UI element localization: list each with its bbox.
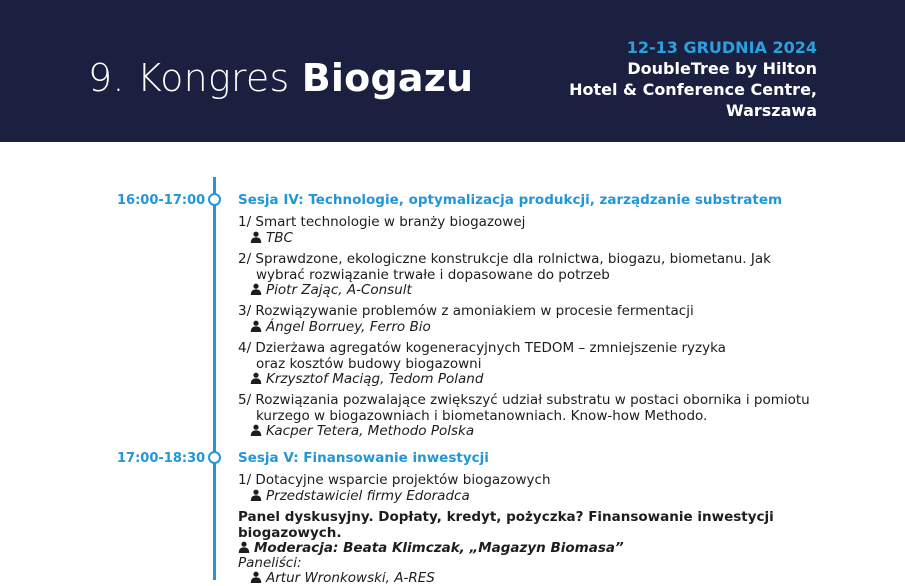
session-title: Sesja IV: Technologie, optymalizacja produkcji, zarządzanie substratem — [238, 192, 783, 208]
talk-title: 1/ Smart technologie w branży biogazowej — [238, 214, 526, 230]
speaker-name: TBC — [266, 230, 293, 246]
talk-title-line2: kurzego w biogazowniach i biometanowniach. Know-how Methodo. — [256, 408, 708, 424]
panel-title-line2: biogazowych. — [238, 525, 342, 541]
timeline-line — [213, 177, 216, 580]
person-icon — [250, 372, 262, 384]
talk-title: 1/ Dotacyjne wsparcie projektów biogazowych — [238, 472, 551, 488]
panel-moderation — [238, 540, 624, 556]
person-icon — [250, 424, 262, 436]
session-time: 16:00-17:00 — [117, 193, 206, 208]
header-banner — [0, 0, 905, 142]
person-icon — [250, 283, 262, 295]
talk-title-line1: 5/ Rozwiązania pozwalające zwiększyć udział substratu w postaci obornika i pomiotu — [238, 392, 810, 408]
talk-title — [238, 251, 838, 283]
event-date: 12-13 GRUDNIA 2024 — [626, 38, 817, 57]
circle-node-icon — [208, 451, 221, 464]
person-icon — [238, 541, 250, 553]
venue-line-3: Warszawa — [726, 101, 817, 120]
moderation-text: Moderacja: Beata Klimczak, „Magazyn Biomasa” — [254, 540, 624, 556]
talk-speaker — [250, 423, 474, 439]
talk-title-line2: wybrać rozwiązanie trwałe i dopasowane do potrzeb — [256, 267, 610, 283]
panel-title-line1: Panel dyskusyjny. Dopłaty, kredyt, pożyczka? Finansowanie inwestycji — [238, 509, 774, 525]
venue-line-2: Hotel & Conference Centre, — [569, 80, 817, 99]
person-icon — [250, 489, 262, 501]
talk-speaker — [250, 371, 483, 387]
talk-speaker — [250, 230, 293, 246]
talk-speaker — [250, 488, 470, 504]
talk-title-line1: 4/ Dzierżawa agregatów kogeneracyjnych TEDOM – zmniejszenie ryzyka — [238, 340, 726, 356]
person-icon — [250, 571, 262, 583]
talk-speaker — [250, 319, 431, 335]
speaker-name: Piotr Zając, A-Consult — [266, 282, 412, 298]
speaker-name: Przedstawiciel firmy Edoradca — [266, 488, 470, 504]
panel-title — [238, 509, 798, 541]
session-title: Sesja V: Finansowanie inwestycji — [238, 450, 489, 466]
talk-title: 3/ Rozwiązywanie problemów z amoniakiem w procesie fermentacji — [238, 303, 694, 319]
speaker-name: Kacper Tetera, Methodo Polska — [266, 423, 475, 439]
circle-node-icon — [208, 193, 221, 206]
event-title-bold: Biogazu — [301, 56, 474, 100]
event-title — [88, 56, 473, 100]
session-time: 17:00-18:30 — [117, 451, 206, 466]
speaker-name: Ángel Borruey, Ferro Bio — [266, 319, 431, 335]
talk-title — [238, 392, 858, 424]
venue-line-1: DoubleTree by Hilton — [627, 59, 817, 78]
talk-title-line1: 2/ Sprawdzone, ekologiczne konstrukcje dla rolnictwa, biogazu, biometanu. Jak — [238, 251, 771, 267]
person-icon — [250, 320, 262, 332]
event-title-light: 9. Kongres — [88, 56, 302, 100]
panelists-label: Paneliści: — [238, 555, 302, 571]
talk-title — [238, 340, 838, 372]
talk-speaker — [250, 282, 412, 298]
talk-title-line2: oraz kosztów budowy biogazowni — [256, 356, 482, 372]
speaker-name: Krzysztof Maciąg, Tedom Poland — [266, 371, 484, 387]
panelist-item — [250, 570, 435, 586]
event-info — [569, 37, 817, 121]
person-icon — [250, 231, 262, 243]
panelist-name: Artur Wronkowski, A-RES — [266, 570, 435, 586]
